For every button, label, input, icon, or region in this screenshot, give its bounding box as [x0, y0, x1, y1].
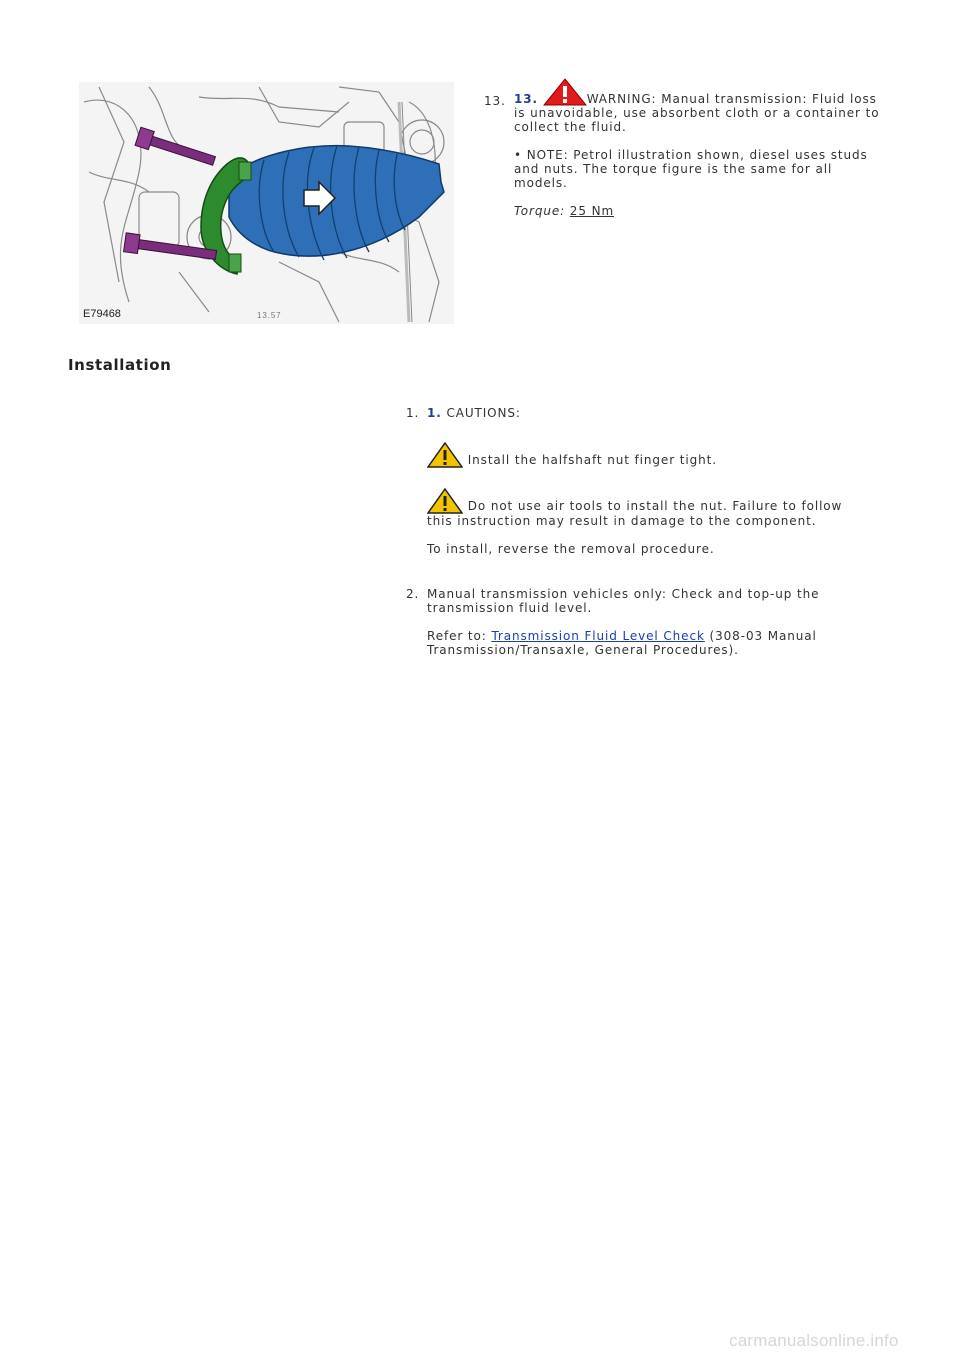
install-step-1: [427, 406, 872, 556]
step-1-bold-number: 1.: [427, 406, 442, 420]
section-title-installation: Installation: [68, 356, 172, 374]
step-2-number: 2.: [406, 587, 420, 601]
caution-2-text: Do not use air tools to install the nut. Failure to follow this instruction may result in damage to the component.: [427, 499, 843, 528]
install-step-2: [427, 587, 827, 657]
halfshaft-illustration: [79, 82, 454, 324]
step-1-text: To install, reverse the removal procedure.: [427, 542, 715, 556]
caution-1-text: Install the halfshaft nut finger tight.: [467, 453, 717, 467]
refer-suffix: (308-03 Manual Transmission/Transaxle, General Procedures).: [427, 629, 817, 657]
step-1-heading: CAUTIONS:: [446, 406, 521, 420]
torque-label: Torque:: [514, 204, 566, 218]
transmission-fluid-level-check-link[interactable]: Transmission Fluid Level Check: [491, 629, 705, 643]
step-1-number: 1.: [406, 406, 420, 420]
illustration-drawing: [79, 82, 454, 324]
warning-icon: [543, 78, 587, 106]
step-13: [514, 78, 882, 218]
step-2-text: Manual transmission vehicles only: Check and top-up the transmission fluid level.: [427, 587, 820, 615]
step-13-note: • NOTE: Petrol illustration shown, diesel uses studs and nuts. The torque figure is the same for all models.: [514, 148, 868, 190]
caution-icon: [427, 488, 463, 514]
figure-code: E79468: [83, 308, 121, 320]
step-13-bold-number: 13.: [514, 92, 538, 106]
torque-value: 25 Nm: [569, 204, 615, 218]
svg-text:13.57: 13.57: [257, 311, 282, 320]
refer-prefix: Refer to:: [427, 629, 487, 643]
step-13-warning: WARNING: Manual transmission: Fluid loss is unavoidable, use absorbent cloth or a container to collect the fluid.: [514, 92, 880, 134]
step-13-number: 13.: [484, 94, 506, 108]
watermark: carmanualsonline.info: [729, 1331, 899, 1350]
caution-icon: [427, 442, 463, 468]
